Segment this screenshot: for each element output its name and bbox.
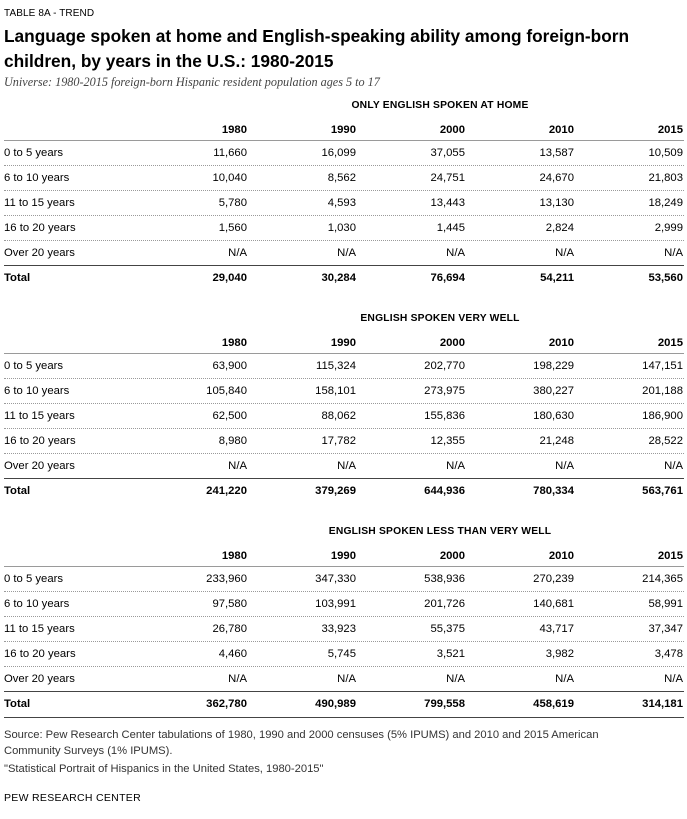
year-header: 2010: [548, 337, 574, 349]
table-cell: 241,220: [206, 485, 247, 497]
year-header: 1990: [330, 124, 356, 136]
table-cell: 97,580: [212, 598, 247, 610]
section-title: ENGLISH SPOKEN LESS THAN VERY WELL: [328, 526, 552, 537]
table-cell: 17,782: [321, 435, 356, 447]
table-cell: 2,999: [654, 222, 683, 234]
table-cell: 28,522: [648, 435, 683, 447]
table-cell: 24,751: [430, 172, 465, 184]
table-cell: 1,560: [218, 222, 247, 234]
row-label: 0 to 5 years: [4, 147, 64, 159]
table-cell: 4,593: [327, 197, 356, 209]
table-cell: 63,900: [212, 360, 247, 372]
table-row: [4, 378, 684, 404]
table-cell: 362,780: [206, 698, 247, 710]
row-label: 11 to 15 years: [4, 623, 75, 635]
table-cell: 37,055: [430, 147, 465, 159]
year-header-row: [4, 337, 684, 353]
table-cell: 201,188: [642, 385, 683, 397]
table-cell: 8,562: [327, 172, 356, 184]
row-label: Over 20 years: [4, 673, 75, 685]
table-cell: 3,521: [436, 648, 465, 660]
table-row: [4, 165, 684, 191]
table-cell: 13,130: [539, 197, 574, 209]
table-cell: N/A: [664, 460, 683, 472]
table-cell: 347,330: [315, 573, 356, 585]
table-cell: 8,980: [218, 435, 247, 447]
table-cell: N/A: [555, 673, 574, 685]
table-cell: 55,375: [430, 623, 465, 635]
row-label: 11 to 15 years: [4, 410, 75, 422]
total-row: [4, 265, 684, 291]
table-cell: 799,558: [424, 698, 465, 710]
row-label: 16 to 20 years: [4, 222, 76, 234]
table-cell: N/A: [228, 247, 247, 259]
table-cell: 273,975: [424, 385, 465, 397]
table-row: [4, 428, 684, 454]
table-cell: 13,587: [539, 147, 574, 159]
table-row: [4, 240, 684, 266]
table-cell: 233,960: [206, 573, 247, 585]
table-cell: 54,211: [540, 272, 574, 284]
table-row: [4, 190, 684, 216]
table-cell: 270,239: [533, 573, 574, 585]
year-header: 2010: [548, 550, 574, 562]
year-header: 2015: [657, 337, 683, 349]
table-cell: N/A: [228, 460, 247, 472]
table-cell: 21,803: [648, 172, 683, 184]
table-cell: 10,040: [212, 172, 247, 184]
row-label: Over 20 years: [4, 247, 75, 259]
table-cell: 1,445: [436, 222, 465, 234]
table-row: [4, 403, 684, 429]
table-cell: 5,780: [218, 197, 247, 209]
table-cell: 76,694: [430, 272, 465, 284]
table-cell: 180,630: [533, 410, 574, 422]
row-label: 0 to 5 years: [4, 573, 64, 585]
table-cell: N/A: [228, 673, 247, 685]
year-header: 2000: [439, 550, 465, 562]
table-cell: 105,840: [206, 385, 247, 397]
year-header: 2015: [657, 124, 683, 136]
year-header: 2000: [439, 337, 465, 349]
table-cell: N/A: [337, 460, 356, 472]
table-cell: 26,780: [212, 623, 247, 635]
table-cell: 202,770: [424, 360, 465, 372]
table-cell: 3,478: [654, 648, 683, 660]
table-cell: 380,227: [533, 385, 574, 397]
table-cell: 140,681: [533, 598, 574, 610]
table-tag: TABLE 8A - TREND: [4, 8, 95, 19]
row-label: Total: [4, 698, 31, 710]
table-cell: N/A: [337, 247, 356, 259]
table-cell: 16,099: [321, 147, 356, 159]
year-header: 2000: [439, 124, 465, 136]
table-cell: 644,936: [424, 485, 465, 497]
table-row: [4, 666, 684, 692]
table-cell: 53,560: [648, 272, 683, 284]
year-header: 1980: [221, 550, 247, 562]
table-cell: 115,324: [316, 360, 356, 372]
table-cell: 780,334: [533, 485, 574, 497]
table-cell: 33,923: [321, 623, 356, 635]
table-cell: 198,229: [533, 360, 574, 372]
row-label: 6 to 10 years: [4, 172, 70, 184]
year-header: 1990: [330, 550, 356, 562]
table-cell: N/A: [664, 673, 683, 685]
year-header: 1990: [330, 337, 356, 349]
table-cell: 147,151: [642, 360, 683, 372]
table-cell: 29,040: [212, 272, 247, 284]
table-cell: 458,619: [533, 698, 574, 710]
table-cell: 13,443: [430, 197, 465, 209]
table-cell: 37,347: [648, 623, 683, 635]
table-cell: N/A: [446, 673, 465, 685]
table-cell: 314,181: [642, 698, 683, 710]
table-cell: N/A: [555, 247, 574, 259]
table-cell: 379,269: [315, 485, 356, 497]
section-title: ONLY ENGLISH SPOKEN AT HOME: [351, 100, 529, 111]
table-cell: N/A: [664, 247, 683, 259]
page-title: Language spoken at home and English-speaking ability among foreign-born children, by years in the U.S.: 1980-2015: [4, 26, 630, 71]
table-cell: N/A: [446, 460, 465, 472]
table-cell: N/A: [446, 247, 465, 259]
year-header: 1980: [221, 124, 247, 136]
table-cell: N/A: [555, 460, 574, 472]
table-cell: 18,249: [648, 197, 683, 209]
table-cell: 103,991: [315, 598, 356, 610]
table-row: [4, 591, 684, 617]
year-header: 2015: [657, 550, 683, 562]
row-label: 16 to 20 years: [4, 648, 76, 660]
universe-note: Universe: 1980-2015 foreign-born Hispanic resident population ages 5 to 17: [4, 75, 380, 89]
row-label: Over 20 years: [4, 460, 75, 472]
table-cell: 538,936: [424, 573, 465, 585]
table-cell: 5,745: [327, 648, 356, 660]
table-cell: 43,717: [539, 623, 574, 635]
row-label: 6 to 10 years: [4, 385, 70, 397]
table-cell: 62,500: [212, 410, 247, 422]
table-cell: 155,836: [424, 410, 465, 422]
table-cell: 88,062: [321, 410, 356, 422]
row-label: 0 to 5 years: [4, 360, 64, 372]
table-cell: 11,660: [213, 147, 247, 159]
table-cell: 214,365: [642, 573, 683, 585]
year-header: 1980: [221, 337, 247, 349]
total-row: [4, 478, 684, 504]
table-cell: N/A: [337, 673, 356, 685]
table-row: [4, 140, 684, 166]
table-cell: 1,030: [327, 222, 356, 234]
year-header: 2010: [548, 124, 574, 136]
row-label: 6 to 10 years: [4, 598, 70, 610]
table-row: [4, 453, 684, 479]
table-cell: 186,900: [642, 410, 683, 422]
table-row: [4, 215, 684, 241]
table-cell: 12,355: [430, 435, 465, 447]
year-header-row: [4, 550, 684, 566]
table-row: [4, 641, 684, 667]
table-cell: 563,761: [642, 485, 683, 497]
table-cell: 10,509: [648, 147, 683, 159]
table-cell: 24,670: [539, 172, 574, 184]
table-row: [4, 616, 684, 642]
table-cell: 2,824: [545, 222, 574, 234]
report-title-note: "Statistical Portrait of Hispanics in the United States, 1980-2015": [4, 763, 324, 775]
source-note: Source: Pew Research Center tabulations of 1980, 1990 and 2000 censuses (5% IPUMS) and 2010 and 2015 American Community Surveys (1% IPUMS).: [4, 729, 599, 757]
table-cell: 21,248: [539, 435, 574, 447]
section-title: ENGLISH SPOKEN VERY WELL: [360, 313, 520, 324]
row-label: 11 to 15 years: [4, 197, 75, 209]
row-label: 16 to 20 years: [4, 435, 76, 447]
row-label: Total: [4, 485, 31, 497]
table-cell: 3,982: [545, 648, 574, 660]
table-cell: 490,989: [315, 698, 356, 710]
table-cell: 201,726: [424, 598, 465, 610]
total-row: [4, 691, 684, 718]
year-header-row: [4, 124, 684, 140]
table-cell: 4,460: [218, 648, 247, 660]
row-label: Total: [4, 272, 31, 284]
org-name: PEW RESEARCH CENTER: [4, 792, 141, 804]
table-cell: 30,284: [321, 272, 356, 284]
table-cell: 158,101: [315, 385, 356, 397]
table-cell: 58,991: [648, 598, 683, 610]
table-row: [4, 566, 684, 592]
table-row: [4, 353, 684, 379]
